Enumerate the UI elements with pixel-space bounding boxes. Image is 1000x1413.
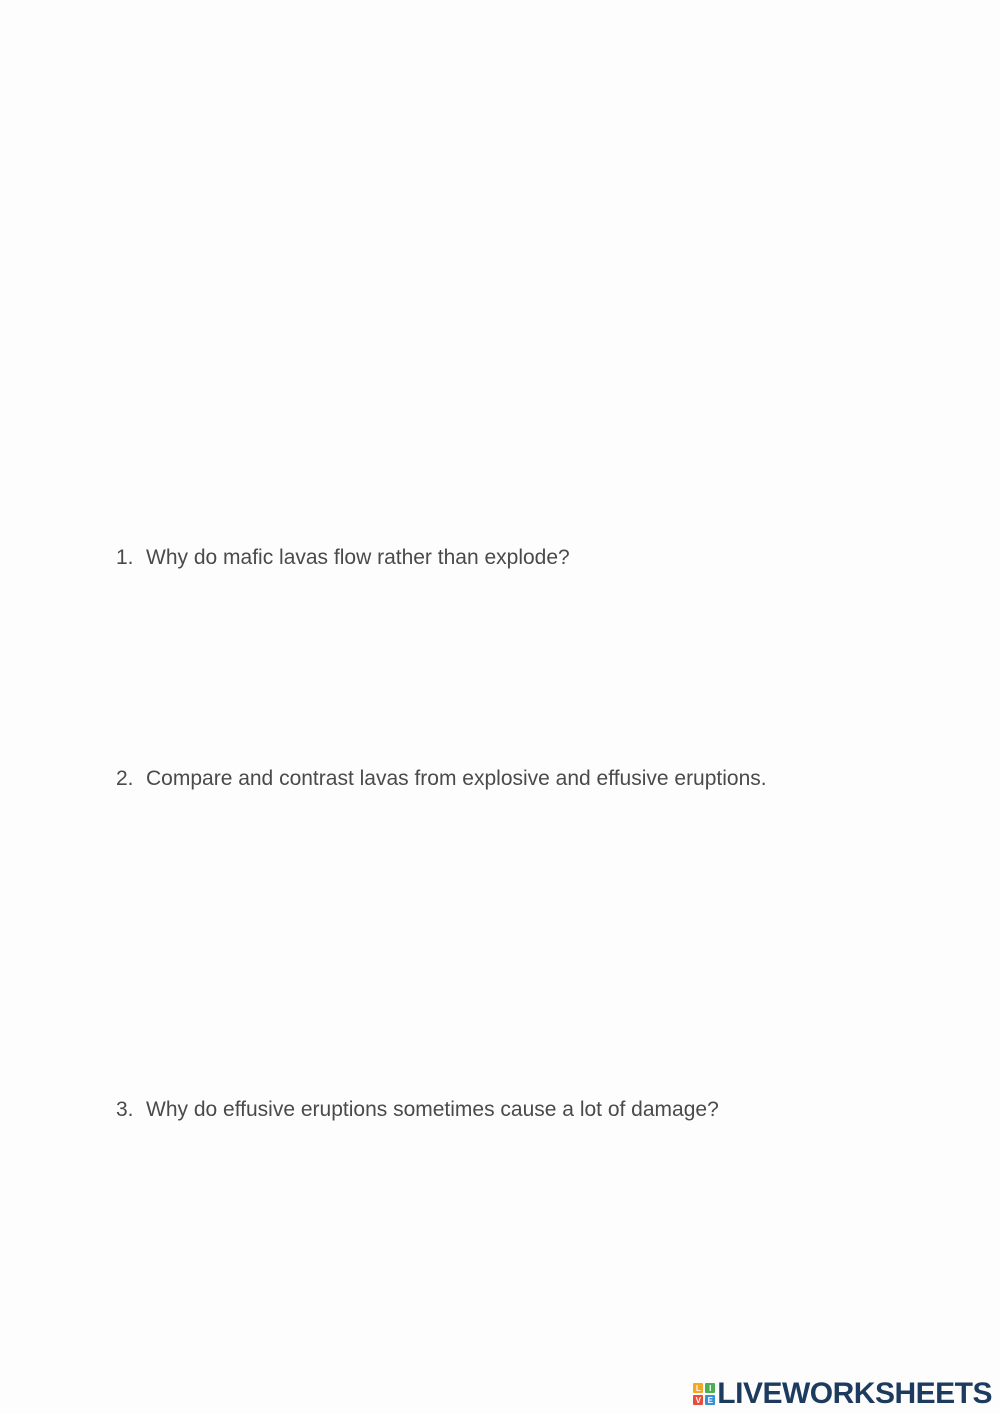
question-3 [116,1099,719,1120]
question-number: 3. [116,1098,134,1121]
brand-name: LIVEWORKSHEETS [717,1377,992,1410]
question-text: Why do effusive eruptions sometimes cause a lot of damage? [146,1098,719,1121]
liveworksheets-logo [693,1377,992,1411]
question-1 [116,547,570,568]
logo-letter-e: E [705,1395,715,1405]
logo-letter-i: I [705,1383,715,1393]
question-text: Why do mafic lavas flow rather than explode? [146,546,570,569]
logo-letter-l: L [693,1383,703,1393]
question-number: 2. [116,767,134,790]
question-2 [116,768,767,789]
logo-icon [693,1383,715,1405]
logo-letter-v: V [693,1395,703,1405]
question-text: Compare and contrast lavas from explosive and effusive eruptions. [146,767,767,790]
question-number: 1. [116,546,134,569]
